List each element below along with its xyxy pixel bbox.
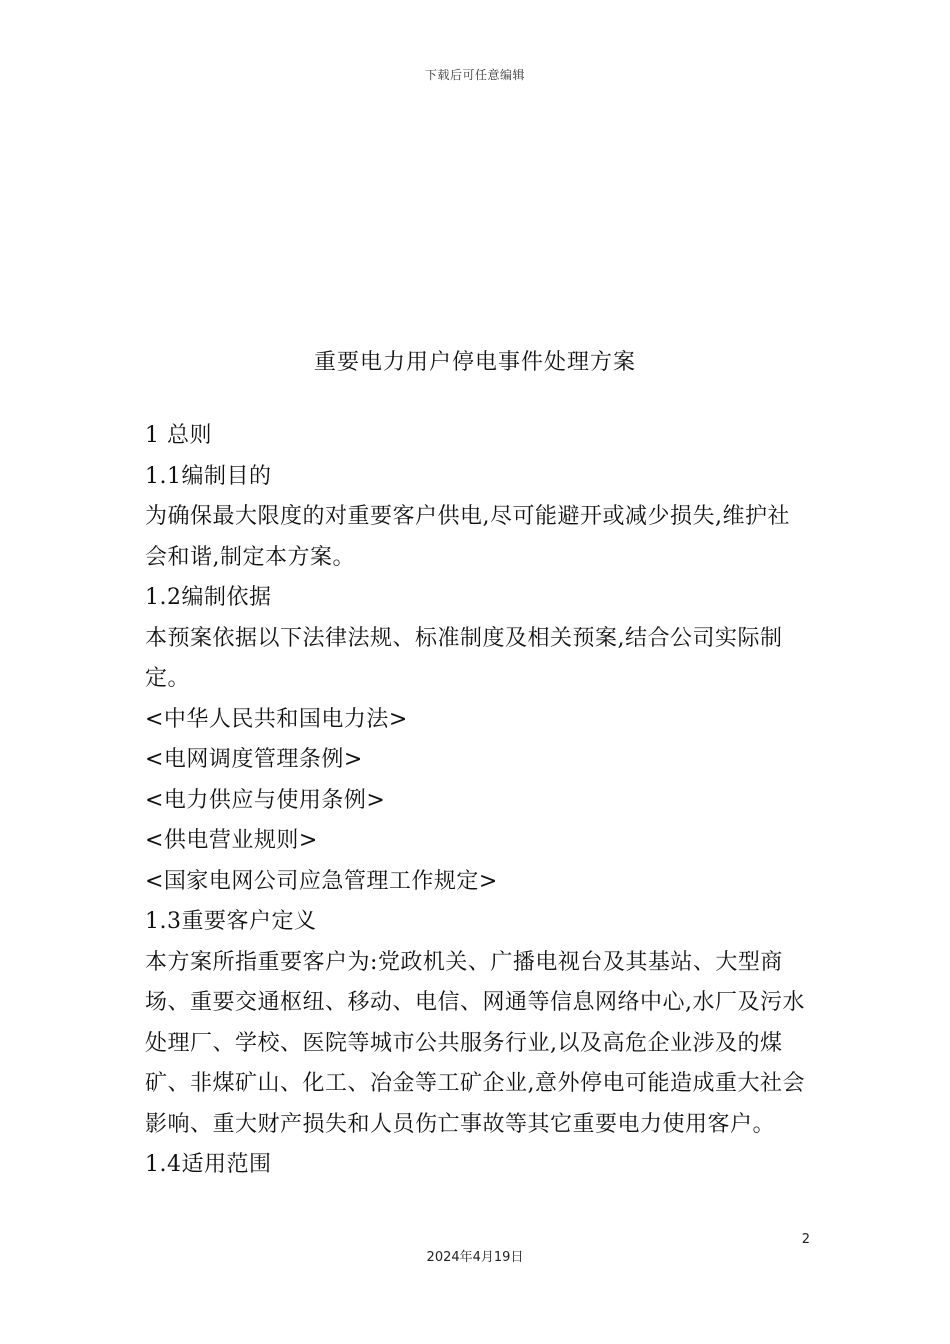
document-body [145, 416, 810, 1186]
paragraph-definition: 本方案所指重要客户为:党政机关、广播电视台及其基站、大型商场、重要交通枢纽、移动、电信、网通等信息网络中心,水厂及污水处理厂、学校、医院等城市公共服务行业,以及高危企业涉及的煤矿、非煤矿山、化工、冶金等工矿企业,意外停电可能造成重大社会影响、重大财产损失和人员伤亡事故等其它重要电力使用客户。 [145, 949, 805, 1137]
law-item: <中华人民共和国电力法> [145, 706, 408, 732]
subsection-heading-purpose: 1.1编制目的 [145, 463, 272, 489]
subsection-heading-basis: 1.2编制依据 [145, 585, 272, 610]
subsection-heading-definition: 1.3重要客户定义 [145, 909, 317, 934]
paragraph-purpose: 为确保最大限度的对重要客户供电,尽可能避开或减少损失,维护社会和谐,制定本方案。 [145, 504, 790, 570]
header-note: 下载后可任意编辑 [424, 68, 525, 82]
law-item: <供电营业规则> [145, 828, 318, 853]
page-number: 2 [801, 1232, 810, 1247]
law-item: <电网调度管理条例> [145, 747, 363, 772]
document-title: 重要电力用户停电事件处理方案 [313, 350, 636, 375]
subsection-heading-scope: 1.4适用范围 [145, 1152, 272, 1177]
law-item: <国家电网公司应急管理工作规定> [145, 868, 498, 894]
law-item: <电力供应与使用条例> [145, 787, 386, 813]
section-heading-general: 1 总则 [145, 423, 212, 448]
footer-date: 2024年4月19日 [426, 1250, 524, 1265]
paragraph-basis: 本预案依据以下法律法规、标准制度及相关预案,结合公司实际制定。 [145, 625, 783, 691]
